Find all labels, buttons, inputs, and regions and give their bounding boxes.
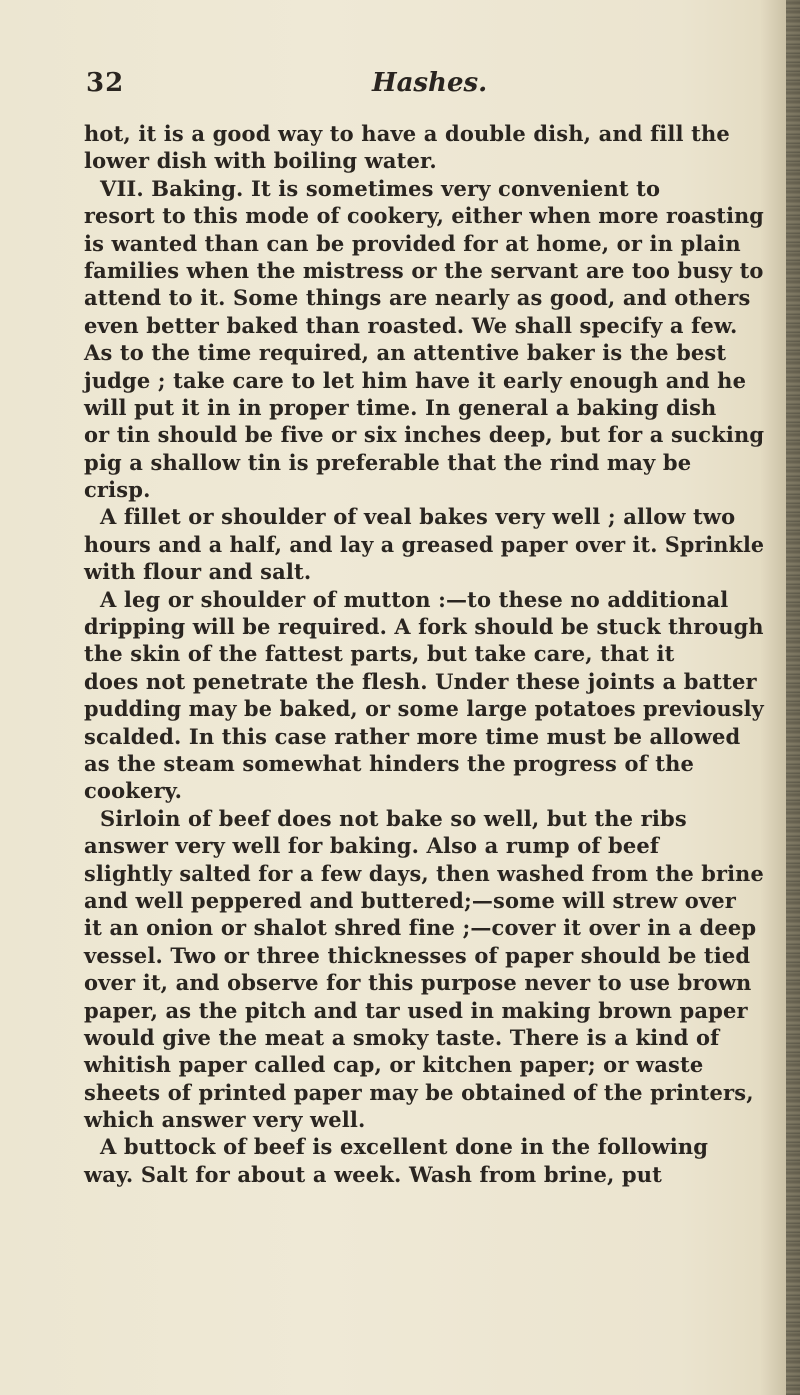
text-line: Sirloin of beef does not bake so well, but the ribs [100, 805, 687, 831]
text-line: and well peppered and buttered;—some will strew over [84, 887, 737, 913]
text-line: with flour and salt. [84, 559, 312, 585]
text-line: does not penetrate the flesh. Under these joints a batter [84, 668, 757, 694]
text-line: families when the mistress or the servant are too busy to [84, 257, 764, 283]
text-line: A buttock of beef is excellent done in the following [100, 1134, 709, 1160]
text-line: over it, and observe for this purpose never to use brown [84, 970, 752, 996]
page-edge [786, 0, 800, 1395]
text-line: A fillet or shoulder of veal bakes very well ; allow two [100, 504, 736, 530]
text-line: hot, it is a good way to have a double dish, and fill the [84, 121, 730, 146]
text-line: is wanted than can be provided for at home, or in plain [84, 230, 741, 256]
text-line: crisp. [84, 477, 151, 503]
running-head: Hashes. [372, 68, 488, 98]
text-line: as the steam somewhat hinders the progress of the [84, 750, 695, 776]
page-header [86, 68, 726, 108]
text-line: it an onion or shalot shred fine ;—cover it over in a deep [84, 915, 757, 941]
text-line: even better baked than roasted. We shall specify a few. [84, 312, 738, 338]
text-line: answer very well for baking. Also a rump of beef [84, 833, 660, 859]
text-line: judge ; take care to let him have it early enough and he [84, 367, 747, 393]
page-number: 32 [86, 68, 125, 98]
text-line: slightly salted for a few days, then washed from the brine [84, 860, 764, 886]
text-line: cookery. [84, 778, 183, 804]
text-line: scalded. In this case rather more time must be allowed [84, 723, 741, 749]
text-line: or tin should be five or six inches deep, but for a sucking [84, 422, 765, 448]
text-line: VII. Baking. It is sometimes very convenient to [100, 175, 661, 201]
text-line: the skin of the fattest parts, but take care, that it [84, 641, 675, 667]
text-line: paper, as the pitch and tar used in making brown paper [84, 997, 748, 1023]
text-line: pudding may be baked, or some large potatoes previously [84, 696, 764, 722]
text-line: As to the time required, an attentive baker is the best [84, 340, 727, 366]
text-line: vessel. Two or three thicknesses of paper should be tied [84, 942, 751, 968]
text-line: A leg or shoulder of mutton :—to these no additional [100, 586, 729, 612]
text-line: resort to this mode of cookery, either when more roasting [84, 203, 764, 229]
text-line: whitish paper called cap, or kitchen paper; or waste [84, 1052, 704, 1078]
text-line: attend to it. Some things are nearly as good, and others [84, 285, 751, 311]
text-line: lower dish with boiling water. [84, 148, 437, 174]
text-line: which answer very well. [84, 1107, 366, 1133]
text-line: will put it in in proper time. In general a baking dish [84, 394, 717, 420]
text-line: would give the meat a smoky taste. There is a kind of [84, 1024, 720, 1050]
text-line: way. Salt for about a week. Wash from brine, put [84, 1161, 662, 1187]
body-text [84, 120, 764, 1188]
text-line: sheets of printed paper may be obtained of the printers, [84, 1079, 754, 1105]
text-line: dripping will be required. A fork should be stuck through [84, 614, 764, 640]
text-line: hours and a half, and lay a greased paper over it. Sprinkle [84, 531, 765, 557]
text-line: pig a shallow tin is preferable that the rind may be [84, 449, 692, 475]
